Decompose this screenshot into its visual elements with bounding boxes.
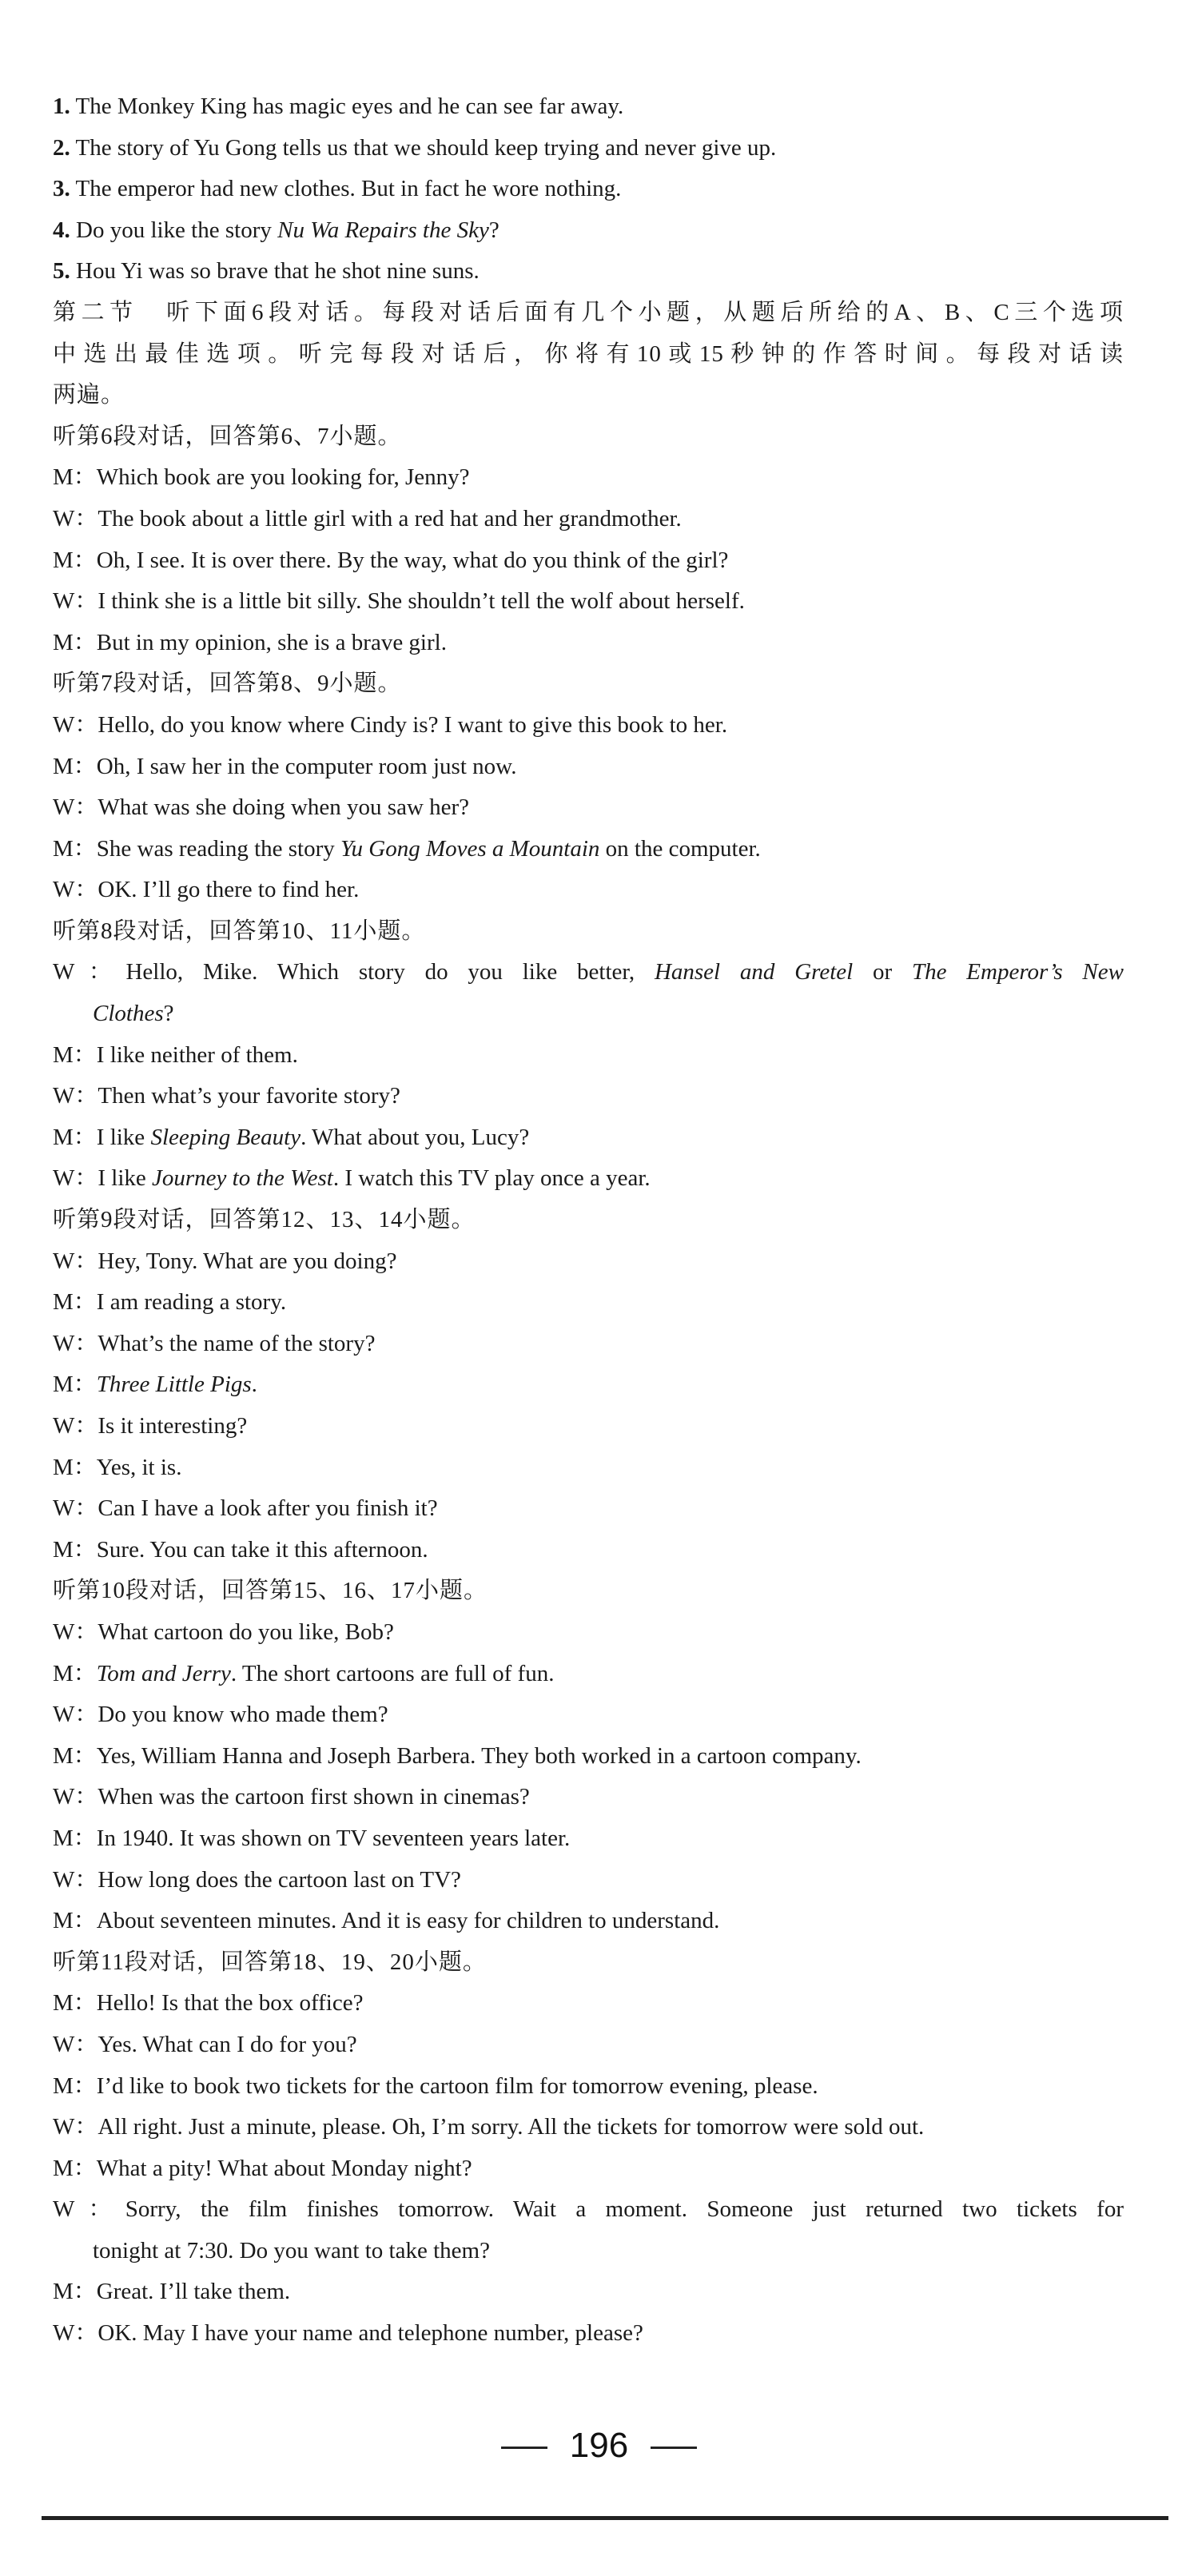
dialogue-line (53, 952, 1124, 993)
dialogue-line: M：In 1940. It was shown on TV seventeen years later. (53, 1825, 571, 1851)
page-number: 196 (569, 2426, 629, 2465)
section-intro-line-1: 第二节 听下面6段对话。每段对话后面有几个小题，从题后所给的A、B、C三个选项 (53, 299, 1124, 325)
dialogue-text-mid: or (853, 959, 912, 985)
dialogue-text-pre: M：She was reading the story (53, 835, 341, 862)
dialogue-line: M：About seventeen minutes. And it is easy for children to understand. (53, 1908, 720, 1934)
sentence-number: 2. (53, 134, 70, 161)
dialogue-line: M：Hello! Is that the box office? (53, 1990, 364, 2017)
dialogue-line: W：What cartoon do you like, Bob? (53, 1618, 394, 1645)
dialogue-text-pre: W：Hello, Mike. Which story do you like better, (53, 959, 655, 985)
sentence-number: 5. (53, 258, 70, 285)
dialogue-line: M：Which book are you looking for, Jenny? (53, 464, 470, 491)
dialogue-line: M：Oh, I saw her in the computer room just now. (53, 753, 517, 779)
dialogue-line (53, 1654, 1124, 1695)
dialogue-line: W：How long does the cartoon last on TV? (53, 1866, 461, 1893)
footer-dash-right (651, 2447, 697, 2449)
story-title: Three Little Pigs (96, 1372, 252, 1398)
sentence-5 (53, 251, 1124, 293)
sentence-text: Hou Yi was so brave that he shot nine suns. (76, 258, 480, 285)
story-title: Nu Wa Repairs the Sky (277, 217, 489, 243)
document-body (53, 86, 1124, 2355)
dialogue-line: W：Hello, do you know where Cindy is? I want to give this book to her. (53, 711, 728, 738)
dialogue-line: W：Then what’s your favorite story? (53, 1083, 400, 1109)
dialogue-line (53, 1158, 1124, 1200)
dialogue-line: W：I think she is a little bit silly. She shouldn’t tell the wolf about herself. (53, 588, 745, 615)
dialogue-11-heading: 听第11段对话，回答第18、19、20小题。 (53, 1949, 487, 1975)
dialogue-line: W：When was the cartoon first shown in cinemas? (53, 1784, 530, 1810)
sentence-2 (53, 128, 1124, 169)
dialogue-line-continued: tonight at 7:30. Do you want to take them? (93, 2237, 490, 2263)
dialogue-10-heading: 听第10段对话，回答第15、16、17小题。 (53, 1578, 488, 1604)
dialogue-9-heading: 听第9段对话，回答第12、13、14小题。 (53, 1207, 476, 1233)
story-title: Journey to the West (152, 1165, 333, 1192)
cartoon-title: Tom and Jerry (96, 1660, 231, 1686)
dialogue-line: W：Sorry, the film finishes tomorrow. Wait a moment. Someone just returned two tickets for (53, 2196, 1124, 2223)
dialogue-line: M：Yes, William Hanna and Joseph Barbera. They both worked in a cartoon company. (53, 1742, 862, 1769)
dialogue-line: M：I’d like to book two tickets for the cartoon film for tomorrow evening, please. (53, 2072, 818, 2099)
dialogue-line: M：I like neither of them. (53, 1041, 298, 1068)
dialogue-line: W：Do you know who made them? (53, 1702, 388, 1728)
dialogue-line: M：I am reading a story. (53, 1289, 287, 1316)
dialogue-line-continued (53, 993, 1124, 1035)
sentence-number: 1. (53, 94, 70, 119)
section-intro-line-3: 两遍。 (53, 382, 125, 408)
dialogue-line: W：OK. I’ll go there to find her. (53, 877, 360, 903)
sentence-text: The Monkey King has magic eyes and he can see far away. (75, 94, 624, 119)
sentence-text-post: ? (488, 217, 499, 243)
dialogue-line: W：Hey, Tony. What are you doing? (53, 1248, 397, 1274)
sentence-4 (53, 210, 1124, 252)
dialogue-line (53, 829, 1124, 870)
dialogue-text-pre: M： (53, 1660, 97, 1686)
story-title: Clothes (93, 1001, 164, 1027)
sentence-text: The story of Yu Gong tells us that we should keep trying and never give up. (75, 134, 777, 161)
footer-dash-left (501, 2447, 547, 2449)
dialogue-text-pre: M：I like (53, 1124, 151, 1150)
dialogue-line: M：But in my opinion, she is a brave girl. (53, 629, 447, 655)
dialogue-text-post: on the computer. (599, 835, 761, 862)
dialogue-text-post: . The short cartoons are full of fun. (230, 1660, 555, 1686)
sentence-3 (53, 169, 1124, 210)
story-title: The Emperor’s New (912, 959, 1124, 985)
story-title: Yu Gong Moves a Mountain (340, 835, 600, 862)
dialogue-line (53, 1364, 1124, 1406)
sentence-number: 3. (53, 176, 70, 202)
bottom-rule (42, 2516, 1168, 2520)
dialogue-line: W：Can I have a look after you finish it? (53, 1495, 438, 1522)
dialogue-line: M：Great. I’ll take them. (53, 2279, 291, 2305)
dialogue-line: M：What a pity! What about Monday night? (53, 2155, 472, 2181)
story-title: Hansel and Gretel (654, 959, 854, 985)
dialogue-text-post: ? (163, 1001, 174, 1027)
dialogue-6-heading: 听第6段对话，回答第6、7小题。 (53, 423, 402, 449)
dialogue-text-pre: M： (53, 1372, 97, 1398)
dialogue-text-post: . (251, 1372, 257, 1398)
dialogue-line: M：Yes, it is. (53, 1454, 182, 1480)
dialogue-line: W：The book about a little girl with a red hat and her grandmother. (53, 505, 682, 532)
dialogue-line: W：Is it interesting? (53, 1413, 248, 1439)
dialogue-8-heading: 听第8段对话，回答第10、11小题。 (53, 918, 426, 944)
dialogue-text-pre: W：I like (53, 1165, 153, 1192)
dialogue-line: M：Sure. You can take it this afternoon. (53, 1536, 428, 1563)
dialogue-text-post: . What about you, Lucy? (300, 1124, 530, 1150)
dialogue-line: W：Yes. What can I do for you? (53, 2031, 357, 2057)
dialogue-line: M：Oh, I see. It is over there. By the way, what do you think of the girl? (53, 547, 729, 573)
dialogue-line (53, 1117, 1124, 1159)
dialogue-line: W：OK. May I have your name and telephone number, please? (53, 2320, 643, 2347)
sentence-text: The emperor had new clothes. But in fact he wore nothing. (75, 176, 622, 202)
page-footer (0, 2426, 1198, 2466)
sentence-1 (53, 86, 1124, 128)
dialogue-line: W：All right. Just a minute, please. Oh, I’m sorry. All the tickets for tomorrow were sold out. (53, 2114, 925, 2140)
dialogue-text-post: . I watch this TV play once a year. (332, 1165, 651, 1192)
section-intro-line-2: 中选出最佳选项。听完每段对话后，你将有10或15秒钟的作答时间。每段对话读 (53, 340, 1124, 367)
dialogue-line: W：What was she doing when you saw her? (53, 794, 470, 821)
sentence-number: 4. (53, 217, 70, 243)
sentence-text-pre: Do you like the story (76, 217, 278, 243)
story-title: Sleeping Beauty (150, 1124, 301, 1150)
dialogue-line: W：What’s the name of the story? (53, 1330, 376, 1356)
dialogue-7-heading: 听第7段对话，回答第8、9小题。 (53, 671, 402, 697)
